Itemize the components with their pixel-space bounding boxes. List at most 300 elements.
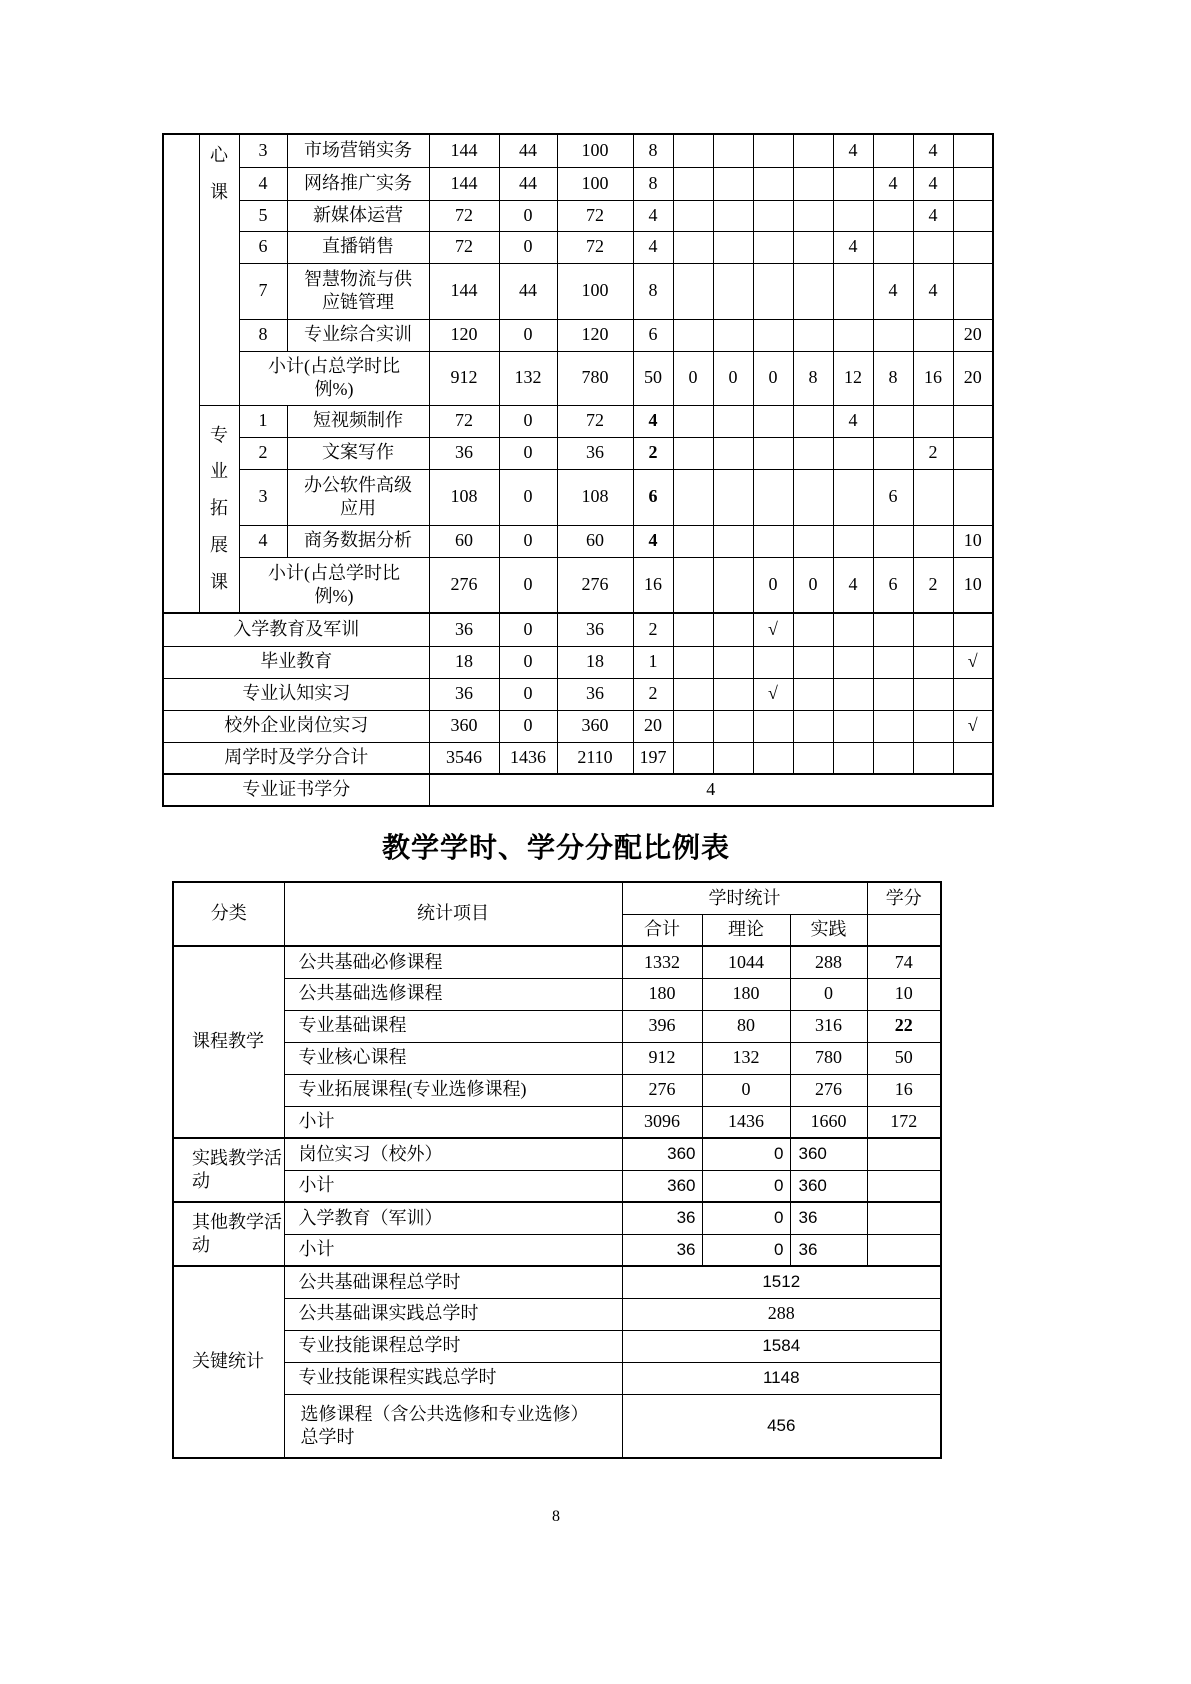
table-row: [173, 1362, 941, 1394]
table-row: [173, 1138, 941, 1170]
subtotal-label: 小计(占总学时比例%): [239, 351, 429, 405]
cell: 132: [499, 351, 557, 405]
cell: 0: [499, 469, 557, 525]
cell: 0: [499, 678, 557, 710]
cell: [793, 405, 833, 437]
row-label: 入学教育及军训: [163, 613, 429, 646]
cell: [913, 742, 953, 774]
stat-item: 专业基础课程: [284, 1010, 622, 1042]
cell: 72: [429, 200, 499, 231]
cell: [673, 263, 713, 319]
table-row: [163, 742, 993, 774]
cell: 6: [873, 557, 913, 613]
cell: 72: [429, 405, 499, 437]
cell: 2: [913, 557, 953, 613]
cell: 0: [499, 646, 557, 678]
stat-item: 选修课程（含公共选修和专业选修）总学时: [284, 1394, 622, 1458]
table-row: [173, 946, 941, 978]
cell: [873, 525, 913, 557]
course-name: 商务数据分析: [287, 525, 429, 557]
cell: [833, 613, 873, 646]
stat-item: 入学教育（军训）: [284, 1202, 622, 1234]
cell: √: [953, 646, 993, 678]
cell: 2: [913, 437, 953, 469]
cell: [833, 263, 873, 319]
cell: [673, 710, 713, 742]
cell: [873, 437, 913, 469]
cell: 1436: [702, 1106, 790, 1138]
section-label: 其他教学活动: [173, 1202, 284, 1266]
cell: 0: [793, 557, 833, 613]
header-category: 分类: [173, 882, 284, 946]
cell: 180: [702, 978, 790, 1010]
cell: [953, 469, 993, 525]
cell: 12: [833, 351, 873, 405]
cell: 360: [622, 1170, 702, 1202]
cell: 36: [790, 1202, 867, 1234]
course-number: 4: [239, 525, 287, 557]
cell: [873, 678, 913, 710]
table-row: [173, 1394, 941, 1458]
cell: 10: [867, 978, 941, 1010]
key-stat-value: 1512: [622, 1266, 941, 1298]
cell: 44: [499, 134, 557, 167]
table-row: [163, 263, 993, 319]
cell: 108: [557, 469, 633, 525]
row-label: 校外企业岗位实习: [163, 710, 429, 742]
cell: [953, 437, 993, 469]
cell: 360: [790, 1170, 867, 1202]
row-label: 专业证书学分: [163, 774, 429, 806]
course-name: 网络推广实务: [287, 167, 429, 200]
page-number: 8: [552, 1508, 560, 1525]
cell: 0: [499, 200, 557, 231]
cell: 50: [867, 1042, 941, 1074]
cell: 100: [557, 167, 633, 200]
cell: [753, 469, 793, 525]
course-name: 办公软件高级应用: [287, 469, 429, 525]
cell: [673, 231, 713, 263]
cell: [953, 231, 993, 263]
course-name: 市场营销实务: [287, 134, 429, 167]
cell: 50: [633, 351, 673, 405]
cell: [953, 678, 993, 710]
cell: 3546: [429, 742, 499, 774]
cell: [913, 469, 953, 525]
cell: 108: [429, 469, 499, 525]
cell: 0: [499, 557, 557, 613]
section-label: 课程教学: [173, 946, 284, 1138]
cell: 10: [953, 557, 993, 613]
cell: 16: [867, 1074, 941, 1106]
cell: 60: [557, 525, 633, 557]
cell: 172: [867, 1106, 941, 1138]
cell: √: [753, 678, 793, 710]
table-row: [173, 1106, 941, 1138]
header-total: 合计: [622, 914, 702, 946]
header-stat-item: 统计项目: [284, 882, 622, 946]
cell: 36: [790, 1234, 867, 1266]
cell: [713, 167, 753, 200]
subtotal-label: 小计(占总学时比例%): [239, 557, 429, 613]
cell: 6: [873, 469, 913, 525]
course-number: 7: [239, 263, 287, 319]
cell: 44: [499, 167, 557, 200]
header-practice: 实践: [790, 914, 867, 946]
cell: [867, 1170, 941, 1202]
cell: 2: [633, 437, 673, 469]
cell: [833, 525, 873, 557]
stat-item: 小计: [284, 1234, 622, 1266]
cell: 276: [429, 557, 499, 613]
cell: [873, 231, 913, 263]
cell: 100: [557, 134, 633, 167]
cell: 6: [633, 469, 673, 525]
cell: 36: [557, 678, 633, 710]
cell: √: [953, 710, 993, 742]
cell: 180: [622, 978, 702, 1010]
cell: [793, 167, 833, 200]
cell: 0: [702, 1138, 790, 1170]
cell: 360: [622, 1138, 702, 1170]
cell: 22: [867, 1010, 941, 1042]
cell: 20: [953, 319, 993, 351]
table-row: [163, 200, 993, 231]
cell: 1436: [499, 742, 557, 774]
cell: 8: [633, 167, 673, 200]
cell: [873, 405, 913, 437]
course-name: 文案写作: [287, 437, 429, 469]
cell: [753, 134, 793, 167]
cell: 288: [790, 946, 867, 978]
cell: 72: [557, 405, 633, 437]
stat-item: 公共基础必修课程: [284, 946, 622, 978]
key-stat-value: 1584: [622, 1330, 941, 1362]
cell: [953, 742, 993, 774]
header-credits-sub: [867, 914, 941, 946]
cell: [713, 710, 753, 742]
cell: [953, 167, 993, 200]
cell: [793, 437, 833, 469]
cell: 316: [790, 1010, 867, 1042]
cell: 912: [622, 1042, 702, 1074]
cell: 360: [790, 1138, 867, 1170]
cell: [713, 525, 753, 557]
cell: 3096: [622, 1106, 702, 1138]
cell: [793, 200, 833, 231]
cell: 18: [429, 646, 499, 678]
cell: [873, 134, 913, 167]
row-label: 专业认知实习: [163, 678, 429, 710]
cell: [833, 678, 873, 710]
cell: 0: [499, 437, 557, 469]
cell: [793, 710, 833, 742]
header-credits: 学分: [867, 882, 941, 914]
table-row: [173, 1298, 941, 1330]
cell: 120: [557, 319, 633, 351]
table-row: [163, 351, 993, 405]
cell: 780: [557, 351, 633, 405]
hours-credits-allocation-table: [172, 881, 942, 1459]
cell: [713, 134, 753, 167]
cell: [713, 613, 753, 646]
cell: [713, 231, 753, 263]
cell: 20: [953, 351, 993, 405]
cell: [913, 319, 953, 351]
certificate-credits-value: 4: [429, 774, 993, 806]
row-label: 周学时及学分合计: [163, 742, 429, 774]
course-number: 3: [239, 134, 287, 167]
section-label: 关键统计: [173, 1266, 284, 1458]
cell: 0: [753, 557, 793, 613]
cell: [793, 469, 833, 525]
cell: 72: [557, 200, 633, 231]
course-number: 1: [239, 405, 287, 437]
cell: [953, 263, 993, 319]
table-row: [163, 774, 993, 806]
cell: [673, 405, 713, 437]
cell: 144: [429, 167, 499, 200]
key-stat-value: 1148: [622, 1362, 941, 1394]
cell: 4: [873, 167, 913, 200]
curriculum-table-continued: [162, 133, 994, 807]
table2-title: 教学学时、学分分配比例表: [381, 833, 730, 864]
cell: 4: [633, 525, 673, 557]
category-label-core-courses: 心课: [199, 134, 239, 405]
cell: [673, 200, 713, 231]
cell: [713, 557, 753, 613]
table-row: [173, 1010, 941, 1042]
stat-item: 小计: [284, 1106, 622, 1138]
cell: [833, 319, 873, 351]
cell: 2: [633, 613, 673, 646]
key-stat-value: 456: [622, 1394, 941, 1458]
cell: 0: [499, 405, 557, 437]
cell: [753, 167, 793, 200]
cell: [913, 405, 953, 437]
table-row: [173, 882, 941, 914]
cell: 4: [833, 231, 873, 263]
cell: [833, 469, 873, 525]
cell: 10: [953, 525, 993, 557]
cell: 912: [429, 351, 499, 405]
table-row: [163, 319, 993, 351]
course-name: 短视频制作: [287, 405, 429, 437]
table-row: [173, 1042, 941, 1074]
cell: 4: [833, 134, 873, 167]
cell: [673, 319, 713, 351]
cell: [753, 646, 793, 678]
cell: [713, 469, 753, 525]
cell: [753, 200, 793, 231]
cell: 144: [429, 134, 499, 167]
cell: 18: [557, 646, 633, 678]
course-number: 8: [239, 319, 287, 351]
stat-item: 小计: [284, 1170, 622, 1202]
cell: [673, 678, 713, 710]
course-name: 智慧物流与供应链管理: [287, 263, 429, 319]
cell: 80: [702, 1010, 790, 1042]
cell: [793, 742, 833, 774]
cell: 0: [702, 1170, 790, 1202]
cell: √: [753, 613, 793, 646]
cell: 20: [633, 710, 673, 742]
table-row: [173, 1234, 941, 1266]
cell: [673, 646, 713, 678]
cell: [753, 405, 793, 437]
cell: 1: [633, 646, 673, 678]
cell: 0: [713, 351, 753, 405]
course-number: 2: [239, 437, 287, 469]
cell: [753, 710, 793, 742]
table-row: [163, 437, 993, 469]
cell: [793, 263, 833, 319]
cell: [953, 200, 993, 231]
cell: [793, 646, 833, 678]
cell: [913, 710, 953, 742]
cell: 0: [499, 319, 557, 351]
cell: [833, 437, 873, 469]
cell: 2: [633, 678, 673, 710]
cell: 36: [622, 1234, 702, 1266]
cell: [793, 525, 833, 557]
table-row: [163, 405, 993, 437]
cell: 8: [633, 263, 673, 319]
table-row: [173, 1202, 941, 1234]
cell: [753, 742, 793, 774]
cell: 0: [499, 710, 557, 742]
category-label-extension-courses: 专业拓展课: [199, 405, 239, 613]
table-row: [163, 613, 993, 646]
table-row: [163, 710, 993, 742]
cell: [673, 134, 713, 167]
cell: 16: [913, 351, 953, 405]
cell: [953, 134, 993, 167]
cell: [713, 405, 753, 437]
section-label: 实践教学活动: [173, 1138, 284, 1202]
cell: 4: [913, 200, 953, 231]
cell: 780: [790, 1042, 867, 1074]
cell: 1660: [790, 1106, 867, 1138]
course-number: 4: [239, 167, 287, 200]
cell: 4: [913, 167, 953, 200]
cell: [873, 319, 913, 351]
cell: 36: [429, 437, 499, 469]
cell: 0: [499, 525, 557, 557]
key-stat-value: 288: [622, 1298, 941, 1330]
cell: 72: [557, 231, 633, 263]
cell: [867, 1234, 941, 1266]
table-row: [163, 557, 993, 613]
cell: [873, 710, 913, 742]
cell: 4: [633, 231, 673, 263]
cell: [713, 437, 753, 469]
cell: 276: [622, 1074, 702, 1106]
cell: 16: [633, 557, 673, 613]
cell: 0: [499, 231, 557, 263]
cell: 132: [702, 1042, 790, 1074]
cell: [713, 319, 753, 351]
cell: [793, 678, 833, 710]
cell: 0: [702, 1202, 790, 1234]
table-row: [163, 646, 993, 678]
cell: [913, 646, 953, 678]
cell: 4: [873, 263, 913, 319]
cell: [673, 613, 713, 646]
cell: [833, 167, 873, 200]
stat-item: 专业拓展课程(专业选修课程): [284, 1074, 622, 1106]
cell: [913, 525, 953, 557]
cell: [833, 742, 873, 774]
cell: 1332: [622, 946, 702, 978]
cell: [953, 613, 993, 646]
cell: 0: [673, 351, 713, 405]
cell: 36: [429, 678, 499, 710]
cell: [793, 134, 833, 167]
table-row: [163, 525, 993, 557]
cell: [713, 263, 753, 319]
cell: 276: [557, 557, 633, 613]
cell: 44: [499, 263, 557, 319]
table-row: [173, 1170, 941, 1202]
cell: 4: [833, 405, 873, 437]
course-number: 6: [239, 231, 287, 263]
cell: [833, 710, 873, 742]
cell: 36: [622, 1202, 702, 1234]
cell: [713, 646, 753, 678]
cell: [867, 1202, 941, 1234]
cell: 60: [429, 525, 499, 557]
cell: 4: [633, 200, 673, 231]
cell: 4: [633, 405, 673, 437]
cell: [833, 646, 873, 678]
stat-item: 公共基础课实践总学时: [284, 1298, 622, 1330]
cell: [673, 557, 713, 613]
cell: [673, 525, 713, 557]
table-row: [163, 678, 993, 710]
cell: [713, 742, 753, 774]
cell: 0: [702, 1074, 790, 1106]
cell: [867, 1138, 941, 1170]
cell: [753, 319, 793, 351]
cell: [793, 319, 833, 351]
cell: 0: [499, 613, 557, 646]
cell: [713, 678, 753, 710]
cell: [753, 231, 793, 263]
course-name: 专业综合实训: [287, 319, 429, 351]
cell: 1044: [702, 946, 790, 978]
cell: [913, 678, 953, 710]
cell: [913, 613, 953, 646]
stat-item: 公共基础选修课程: [284, 978, 622, 1010]
table-row: [163, 167, 993, 200]
cell: 8: [793, 351, 833, 405]
cell: 396: [622, 1010, 702, 1042]
cell: [673, 742, 713, 774]
cell: [713, 200, 753, 231]
cell: 0: [790, 978, 867, 1010]
cell: [953, 405, 993, 437]
table-row: [173, 1266, 941, 1298]
cell: 0: [702, 1234, 790, 1266]
cell: 8: [873, 351, 913, 405]
cell: [753, 437, 793, 469]
cell: 4: [913, 263, 953, 319]
cell: [873, 646, 913, 678]
cell: 276: [790, 1074, 867, 1106]
cell: 4: [913, 134, 953, 167]
course-name: 直播销售: [287, 231, 429, 263]
